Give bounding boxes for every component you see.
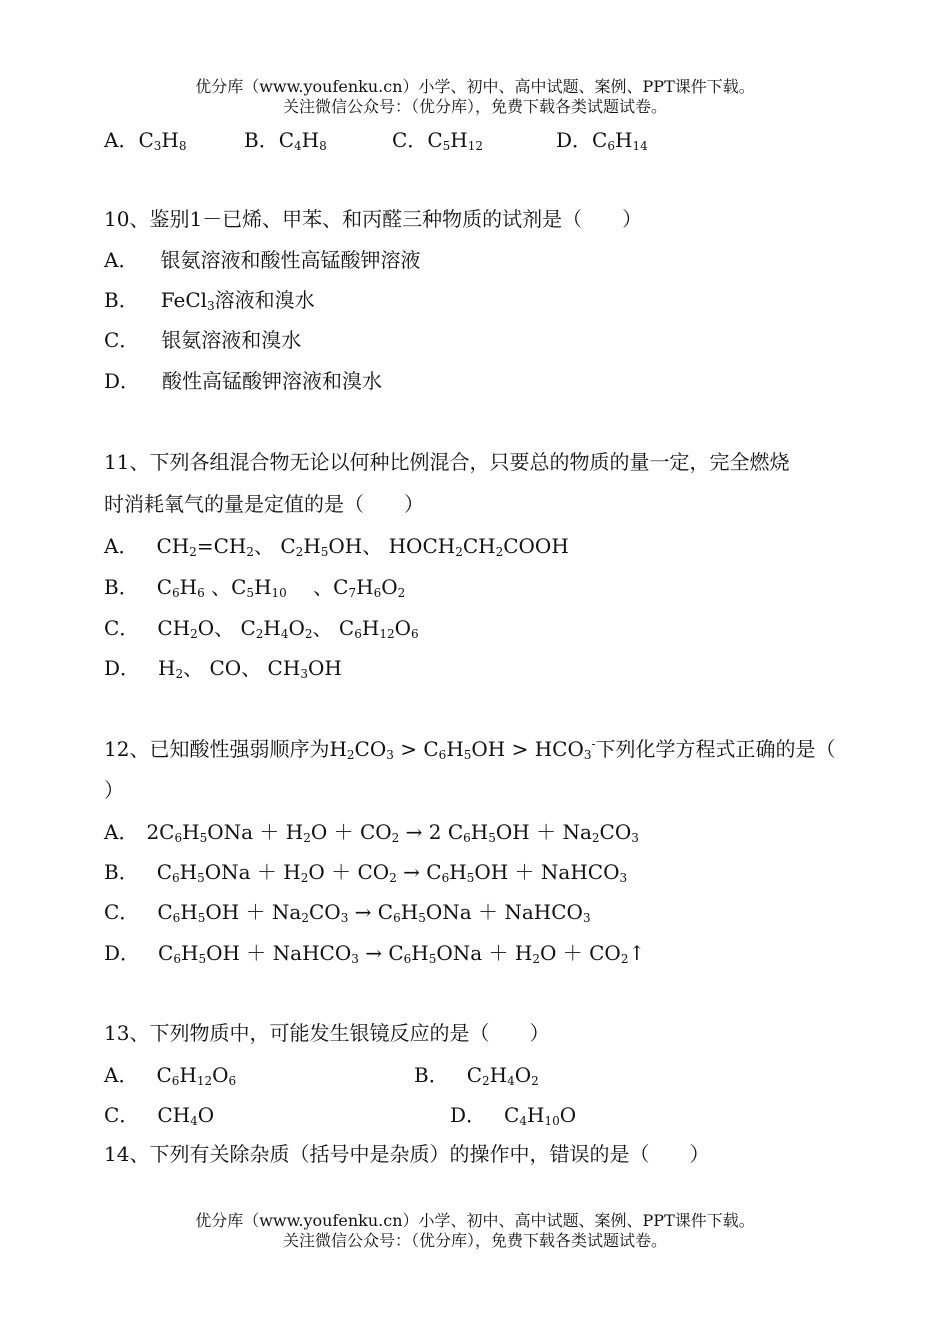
q11-stem-line-2: 时消耗氧气的量是定值的是（ ） xyxy=(104,492,424,516)
q10-option-b: B． FeCl$_3$溶液和溴水 xyxy=(104,288,315,313)
q9-option-d: D．$C_6H_{14}$ xyxy=(556,128,648,153)
q9-option-c: C．$C_5H_{12}$ xyxy=(392,128,483,153)
q10-option-d: D． 酸性高锰酸钾溶液和溴水 xyxy=(104,369,383,393)
q13-option-d: D． $C_4H_{10}O$ xyxy=(450,1103,577,1128)
header-line-2: 关注微信公众号：（优分库），免费下载各类试题试卷。 xyxy=(282,97,667,116)
q11-option-b: B． $C_6H_6$ 、$C_5H_{10}$ 、$C_7H_6O_2$ xyxy=(104,575,406,600)
q10-stem: 10、鉴别1－已烯、甲苯、和丙醛三种物质的试剂是（ ） xyxy=(104,207,643,231)
q14-stem: 14、下列有关除杂质（括号中是杂质）的操作中，错误的是（ ） xyxy=(104,1142,710,1166)
q12-option-c: C． $C_6H_5OH + Na_2CO_3 \to C_6H_5ONa$ ＋ NaHCO$_3$ xyxy=(104,900,591,925)
q12-stem-close: ） xyxy=(104,778,124,802)
footer-line-2: 关注微信公众号：（优分库），免费下载各类试题试卷。 xyxy=(282,1231,667,1250)
footer-line-1: 优分库（www.youfenku.cn）小学、初中、高中试题、案例、PPT课件下载。 xyxy=(195,1211,755,1230)
q12-stem: 12、已知酸性强弱顺序为$H_2CO_3 > C_6H_5OH > HCO_3^-$下列化学方程式正确的是（ xyxy=(104,737,836,762)
q13-option-b: B． $C_2H_4O_2$ xyxy=(414,1063,539,1088)
q11-stem-line-1: 11、下列各组混合物无论以何种比例混合，只要总的物质的量一定，完全燃烧 xyxy=(104,450,790,474)
q9-option-b: B．$C_4H_8$ xyxy=(244,128,327,153)
q10-option-a: A． 银氨溶液和酸性高锰酸钾溶液 xyxy=(104,248,421,272)
q12-option-a: A． $2C_6H_5ONa + H_2O + CO_2 \to 2$ $C_6H_5OH + Na_2CO_3$ xyxy=(104,820,639,845)
header-line-1: 优分库（www.youfenku.cn）小学、初中、高中试题、案例、PPT课件下载。 xyxy=(195,77,755,96)
q12-option-b: B． $C_6H_5ONa + H_2O + CO_2 \to C_6H_5OH$ ＋ NaHCO$_3$ xyxy=(104,860,628,885)
q9-option-a: A．$C_3H_8$ xyxy=(104,128,187,153)
q12-option-d: D． $C_6H_5OH$ ＋ NaHCO$_3$ → $C_6H_5ONa + H_2O$ ＋ $CO_2↑$ xyxy=(104,941,646,966)
q13-option-a: A． $C_6H_{12}O_6$ xyxy=(104,1063,237,1088)
q11-option-d: D． $H_2$、 CO、 $CH_3OH$ xyxy=(104,656,342,681)
q11-option-a: A． $CH_2=CH_2$、 $C_2H_5OH$、 $HOCH_2CH_2COOH$ xyxy=(104,534,569,559)
q13-option-c: C． $CH_4O$ xyxy=(104,1103,215,1128)
q13-stem: 13、下列物质中，可能发生银镜反应的是（ ） xyxy=(104,1021,550,1045)
q11-option-c: C． $CH_2O$、 $C_2H_4O_2$、 $C_6H_{12}O_6$ xyxy=(104,616,419,641)
q10-option-c: C． 银氨溶液和溴水 xyxy=(104,328,302,352)
